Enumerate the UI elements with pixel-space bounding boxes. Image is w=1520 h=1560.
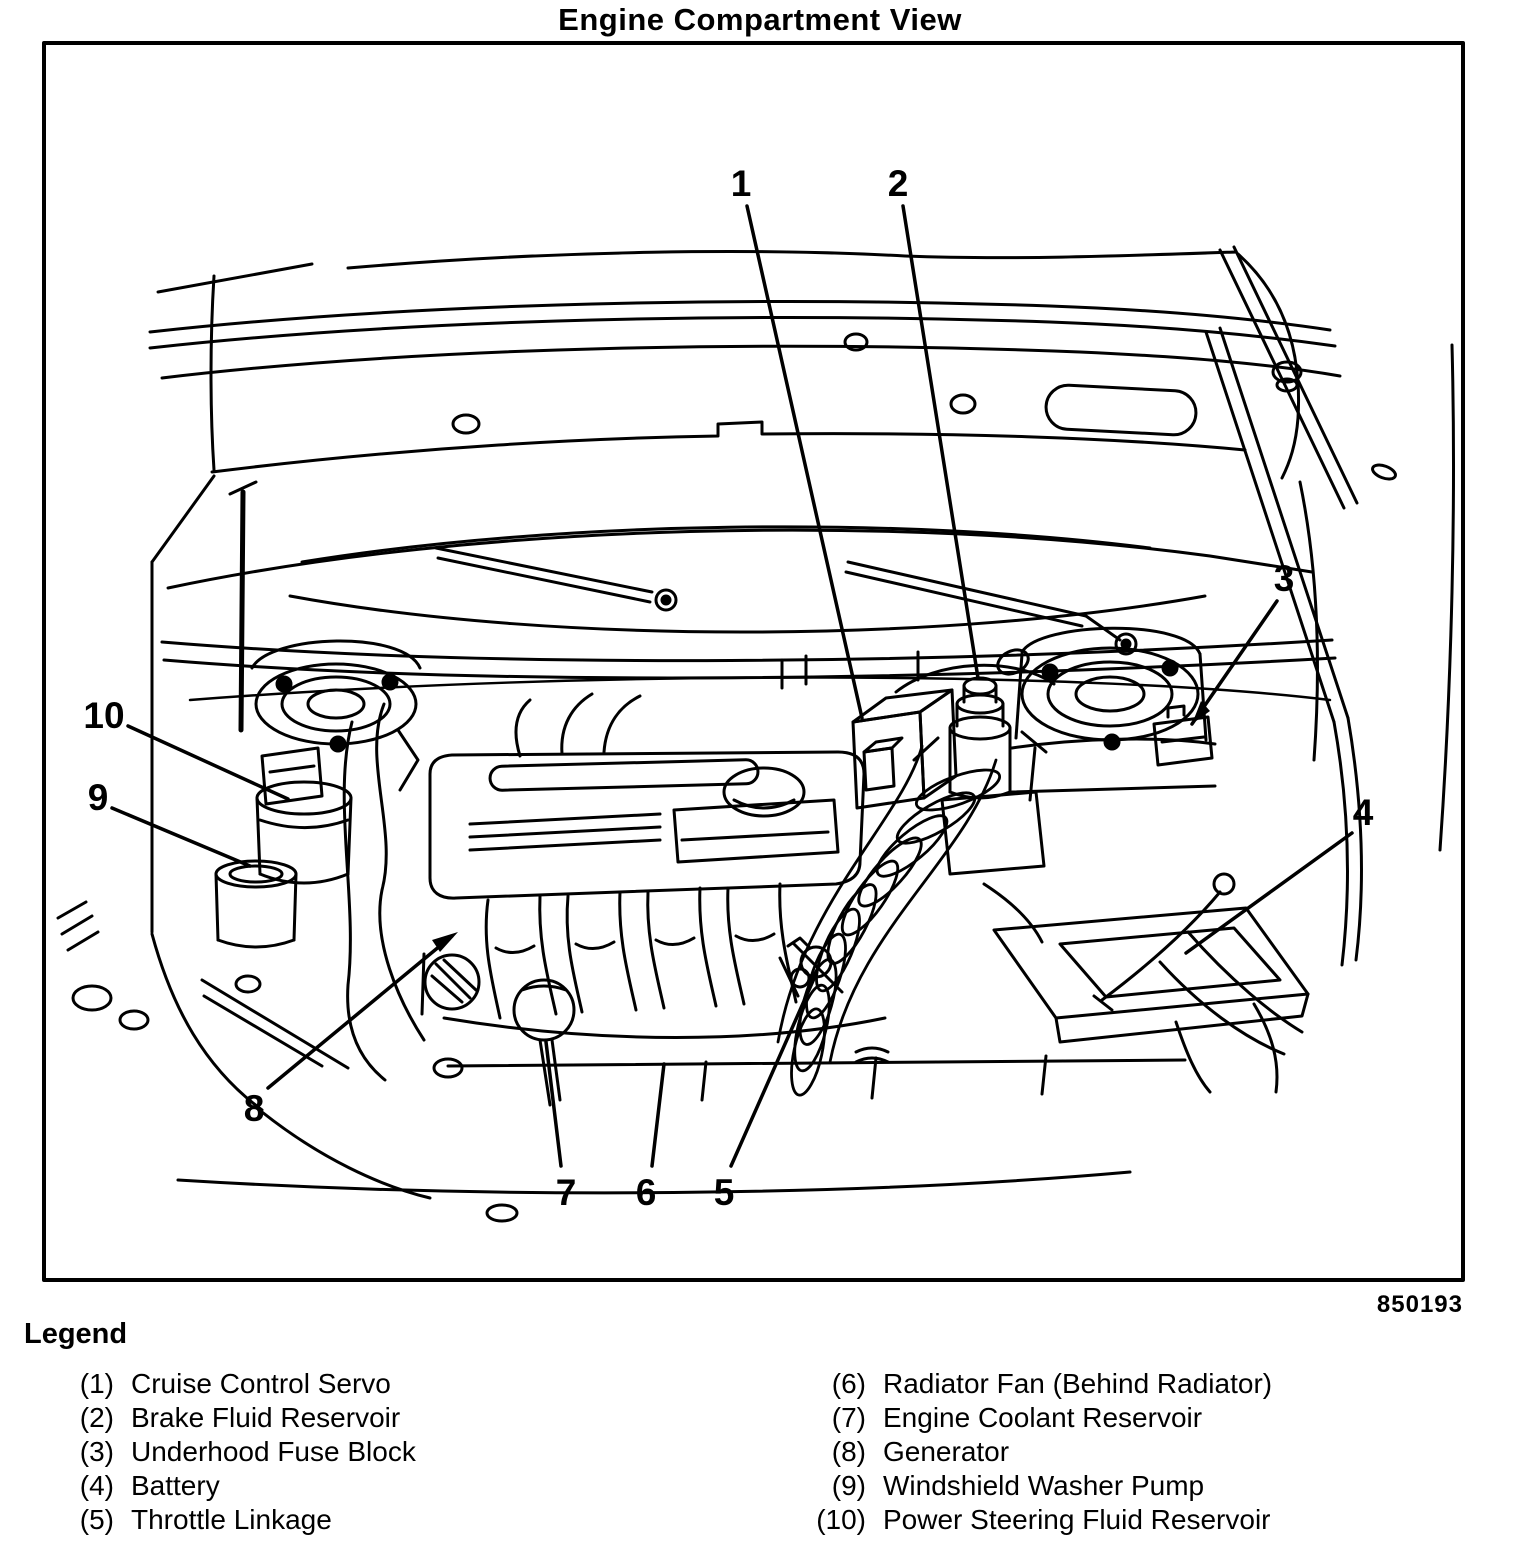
callout-7: 7 xyxy=(555,1172,577,1213)
legend-item-4 xyxy=(60,1470,416,1504)
legend-item-label: Throttle Linkage xyxy=(131,1504,332,1535)
legend-item-number: (10) xyxy=(816,1504,866,1535)
leader-8 xyxy=(268,936,452,1088)
lower-engine-bay xyxy=(178,976,1130,1198)
legend-item-number: (9) xyxy=(831,1470,866,1501)
legend-item-label: Battery xyxy=(131,1470,220,1501)
legend-item-number: (8) xyxy=(831,1436,866,1467)
leader-9 xyxy=(112,808,250,866)
legend-item-10 xyxy=(794,1504,1272,1538)
legend-item-3 xyxy=(60,1436,416,1470)
legend-item-8 xyxy=(794,1436,1272,1470)
generator-area xyxy=(422,954,479,1014)
legend-item-9 xyxy=(794,1470,1272,1504)
legend-item-2 xyxy=(60,1402,416,1436)
diagram-title: Engine Compartment View xyxy=(558,2,962,37)
leader-1 xyxy=(747,206,862,718)
figure-number: 850193 xyxy=(1376,1291,1463,1318)
legend-item-5 xyxy=(60,1504,416,1538)
legend-heading: Legend xyxy=(24,1318,128,1350)
engine-coolant-reservoir-cap xyxy=(514,980,574,1105)
legend-column-1 xyxy=(60,1368,416,1538)
legend-item-label: Cruise Control Servo xyxy=(131,1368,391,1399)
legend-item-label: Windshield Washer Pump xyxy=(883,1470,1205,1501)
callout-5: 5 xyxy=(713,1172,735,1213)
legend-item-number: (7) xyxy=(831,1402,866,1433)
engine-valve-cover xyxy=(430,694,864,898)
legend-item-number: (6) xyxy=(831,1368,866,1399)
callout-2: 2 xyxy=(887,163,909,204)
legend-item-number: (4) xyxy=(79,1470,114,1501)
legend-item-number: (2) xyxy=(79,1402,114,1433)
legend-item-label: Power Steering Fluid Reservoir xyxy=(883,1504,1271,1535)
legend-item-6 xyxy=(794,1368,1272,1402)
callout-10: 10 xyxy=(83,695,125,736)
legend-item-number: (5) xyxy=(79,1504,114,1535)
air-intake-hose xyxy=(778,746,1004,1098)
legend xyxy=(24,1318,1494,1535)
legend-item-number: (3) xyxy=(79,1436,114,1467)
legend-item-label: Brake Fluid Reservoir xyxy=(131,1402,401,1433)
legend-item-1 xyxy=(60,1368,416,1402)
legend-item-label: Engine Coolant Reservoir xyxy=(883,1402,1203,1433)
callout-8: 8 xyxy=(243,1088,265,1129)
leader-2 xyxy=(903,206,978,678)
callout-1: 1 xyxy=(730,163,752,204)
callout-9: 9 xyxy=(87,777,109,818)
callout-3: 3 xyxy=(1273,558,1295,599)
legend-item-7 xyxy=(794,1402,1272,1436)
leader-6 xyxy=(652,1064,664,1166)
legend-item-label: Generator xyxy=(883,1436,1010,1467)
cruise-control-servo xyxy=(853,690,956,808)
callout-6: 6 xyxy=(635,1172,657,1213)
legend-item-label: Underhood Fuse Block xyxy=(131,1436,416,1467)
windshield-washer-pump xyxy=(216,861,296,947)
callout-4: 4 xyxy=(1352,792,1374,833)
legend-item-number: (1) xyxy=(79,1368,114,1399)
leader-4 xyxy=(1186,833,1352,953)
legend-column-2 xyxy=(794,1368,1272,1538)
legend-item-label: Radiator Fan (Behind Radiator) xyxy=(883,1368,1273,1399)
left-side-components xyxy=(58,476,424,1110)
